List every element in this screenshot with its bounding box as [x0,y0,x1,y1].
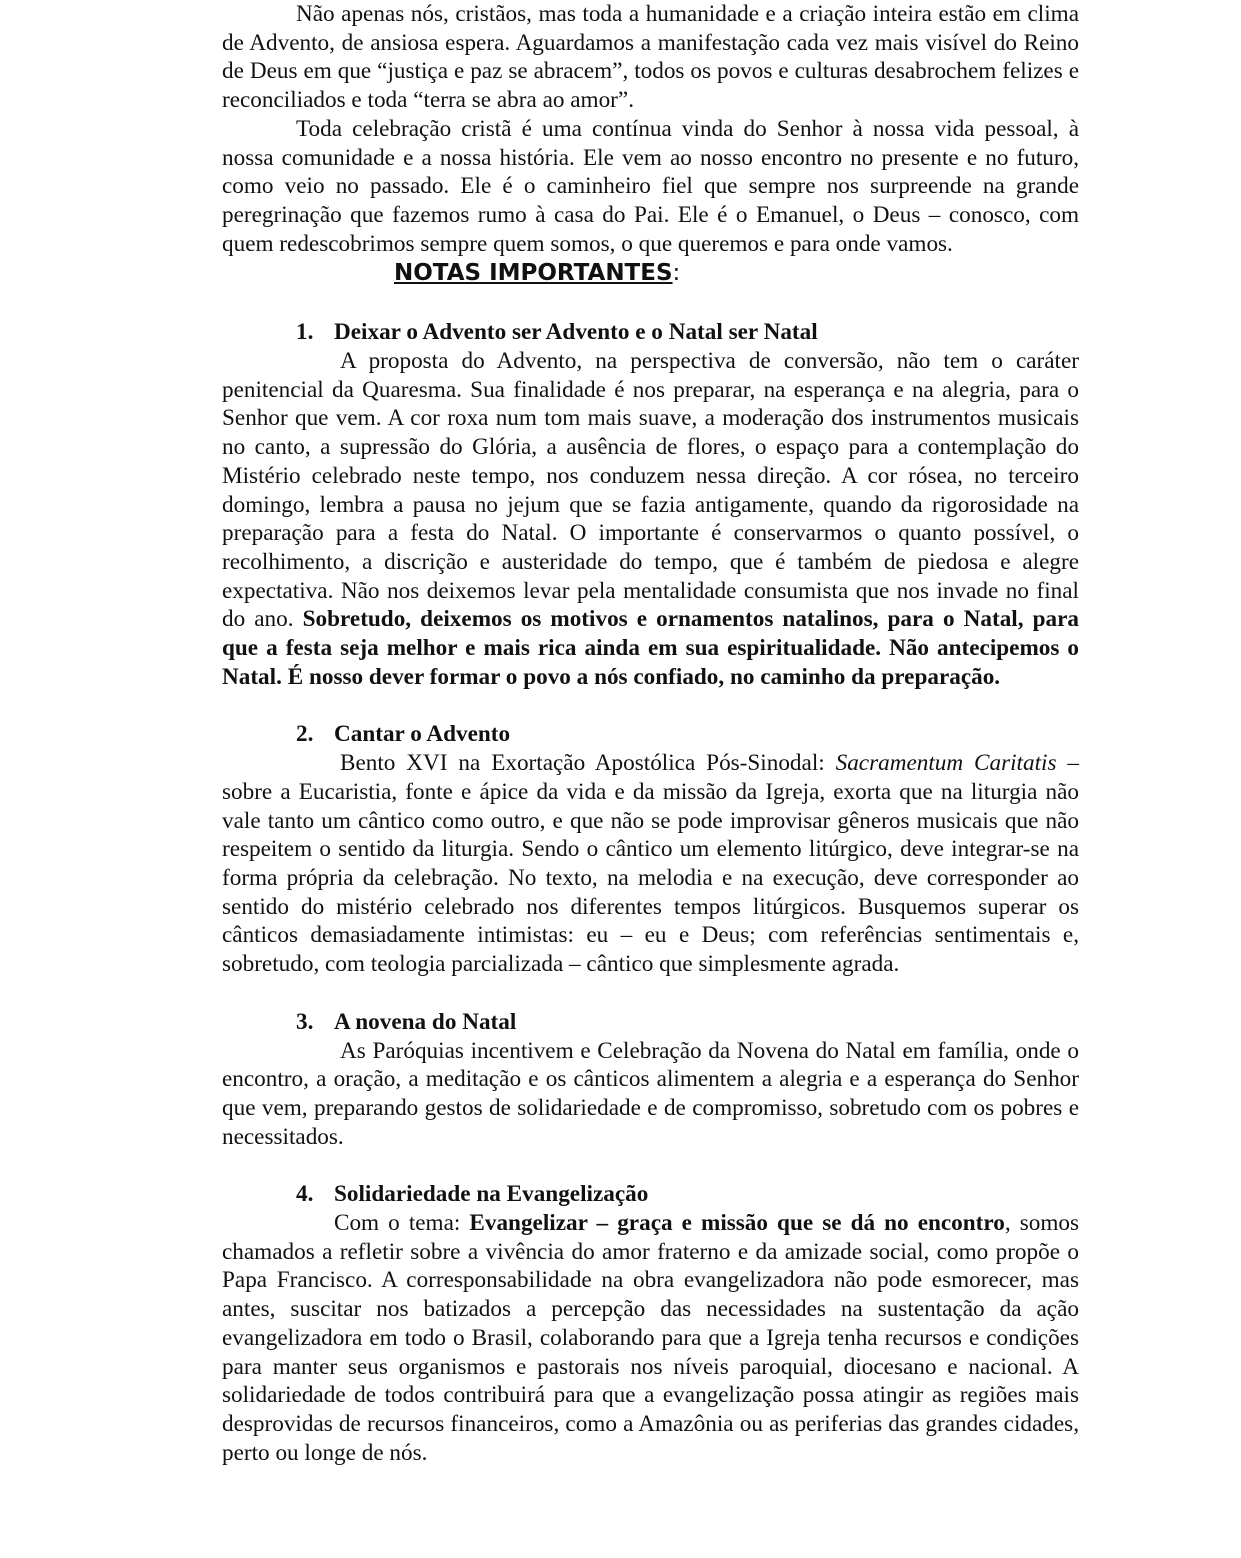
notes-heading-colon: : [672,260,681,287]
intro-paragraph-2: Toda celebração cristã é uma contínua vinda do Senhor à nossa vida pessoal, à nossa comunidade e a nossa história. Ele vem ao nosso encontro no presente e no futuro, como veio no passado. Ele é o caminheiro fiel que sempre nos surpreende na grande peregrinação que fazemos rumo à casa do Pai. Ele é o Emanuel, o Deus – conosco, com quem redescobrimos sempre quem somos, o que queremos e para onde vamos. [222,115,1079,257]
note-item-2-text-start: Bento XVI na Exortação Apostólica Pós-Sinodal: [340,750,836,777]
note-item-2-text-rest: – sobre a Eucaristia, fonte e ápice da vida e da missão da Igreja, exorta que na liturgia não vale tanto um cântico como outro, e que não se pode improvisar gêneros musicais que não respeitem o sentido da liturgia. Sendo o cântico um elemento litúrgico, deve integrar-se na forma própria da celebração. No texto, na melodia e na execução, deve corresponder ao sentido do mistério celebrado nos diferentes tempos litúrgicos. Busquemos superar os cânticos demasiadamente intimistas: eu – eu e Deus; com referências sentimentais e, sobretudo, com teologia parcializada – cântico que simplesmente agrada. [222,750,1079,978]
note-item-3-number: 3. [296,1008,314,1035]
note-item-3-body: As Paróquias incentivem e Celebração da Novena do Natal em família, onde o encontro, a oração, a meditação e os cânticos alimentem a alegria e a esperança do Senhor que vem, preparando gestos de solidariedade e de compromisso, sobretudo com os pobres e necessitados. [222,1037,1079,1150]
note-item-4-theme: Evangelizar – graça e missão que se dá no encontro [469,1210,1005,1237]
note-item-1-heading: Deixar o Advento ser Advento e o Natal ser Natal [334,319,818,346]
note-item-1-text: A proposta do Advento, na perspectiva de conversão, não tem o caráter penitencial da Quaresma. Sua finalidade é nos preparar, na esperança e na alegria, para o Senhor que vem. A cor roxa num tom mais suave, a moderação dos instrumentos musicais no canto, a supressão do Glória, a ausência de flores, o espaço para a contemplação do Mistério celebrado neste tempo, nos conduzem nessa direção. A cor rósea, no terceiro domingo, lembra a pausa no jejum que se fazia antigamente, quando da rigorosidade na preparação para a festa do Natal. O importante é conservarmos o quanto possível, o recolhimento, a discrição e austeridade do tempo, que é também de piedosa e alegre expectativa. Não nos deixemos levar pela mentalidade consumista que nos invade no final do ano. [222,348,1079,633]
note-item-3-heading: A novena do Natal [334,1008,517,1035]
note-item-2-document-title: Sacramentum Caritatis [835,750,1057,777]
document-page [222,0,1079,1467]
note-item-2-title [222,720,1079,749]
note-item-2-heading: Cantar o Advento [334,721,511,748]
note-item-1-emphasis: Sobretudo, deixemos os motivos e ornamentos natalinos, para o Natal, para que a festa seja melhor e mais rica ainda em sua espiritualidade. Não antecipemos o Natal. É nosso dever formar o povo a nós confiado, no caminho da preparação. [222,606,1079,690]
note-item-4-heading: Solidariedade na Evangelização [334,1181,649,1208]
note-item-4-text-start: Com o tema: [334,1210,470,1237]
note-item-2-number: 2. [296,721,314,748]
intro-paragraph-1: Não apenas nós, cristãos, mas toda a humanidade e a criação inteira estão em clima de Advento, de ansiosa espera. Aguardamos a manifestação cada vez mais visível do Reino de Deus em que “justiça e paz se abracem”, todos os povos e culturas desabrochem felizes e reconciliados e toda “terra se abra ao amor”. [222,1,1079,114]
note-item-1-body [222,347,1079,691]
note-item-1-title [222,318,1079,347]
note-item-4-text-rest: , somos chamados a refletir sobre a vivência do amor fraterno e da amizade social, como propõe o Papa Francisco. A corresponsabilidade na obra evangelizadora não pode esmorecer, mas antes, suscitar nos batizados a percepção das necessidades na sustentação da ação evangelizadora em todo o Brasil, colaborando para que a Igreja tenha recursos e condições para manter seus organismos e pastorais nos níveis paroquial, diocesano e nacional. A solidariedade de todos contribuirá para que a evangelização possa atingir as regiões mais desprovidas de recursos financeiros, como a Amazônia ou as periferias das grandes cidades, perto ou longe de nós. [222,1210,1079,1466]
notes-heading [222,256,1079,290]
notes-heading-label: NOTAS IMPORTANTES [394,260,673,287]
note-item-4-body [222,1209,1079,1467]
note-item-2-body [222,749,1079,979]
note-item-4-number: 4. [296,1181,314,1208]
note-item-1-number: 1. [296,319,314,346]
note-item-4-title [222,1180,1079,1209]
note-item-3-title [222,1008,1079,1037]
